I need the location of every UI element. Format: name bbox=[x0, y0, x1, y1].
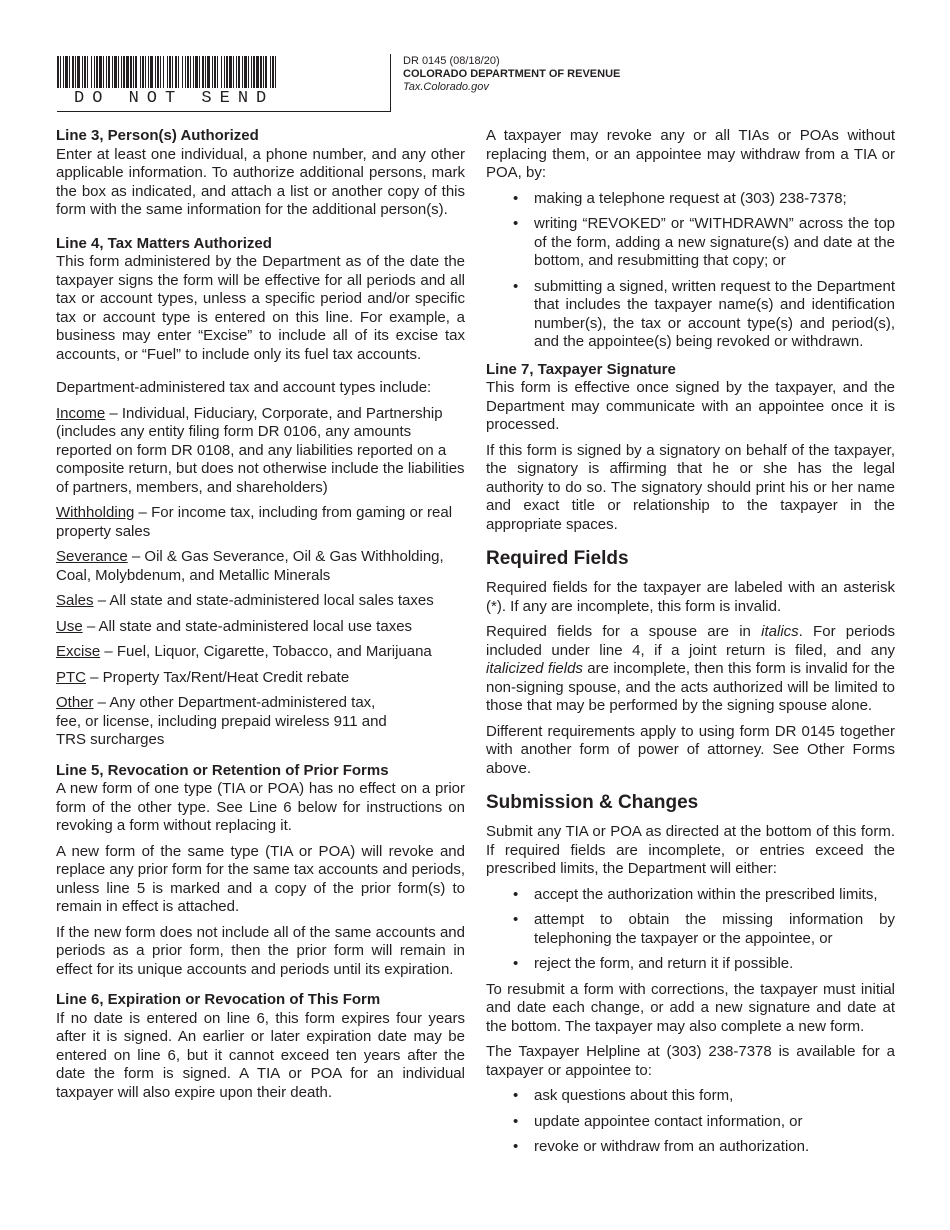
list-item: • reject the form, and return it if possible. bbox=[486, 955, 895, 974]
type-desc: – Individual, Fiduciary, Corporate, and Partnership (includes any entity filing form DR 0106, any amounts reported on form DR 0108, and any liabilities reported on a composite return, but does not otherwise include the liabilities of partners, members, and shareholders) bbox=[56, 404, 465, 496]
helpline-list bbox=[486, 1087, 895, 1157]
revoke-list bbox=[486, 190, 895, 352]
required-fields-heading: Required Fields bbox=[486, 548, 629, 569]
type-desc: – Fuel, Liquor, Cigarette, Tobacco, and Marijuana bbox=[100, 643, 432, 660]
type-other bbox=[56, 694, 391, 750]
line3-body: Enter at least one individual, a phone number, and any other applicable information. To authorize additional persons, mark the box as indicated, and attach a list or another copy of this form with the same information for the additional person(s). bbox=[56, 145, 465, 218]
type-desc: – All state and state-administered local use taxes bbox=[82, 617, 413, 635]
submission-p2: To resubmit a form with corrections, the taxpayer must initial and date each change, or add a new signature and date at the bottom. The taxpayer may also complete a new form. bbox=[486, 980, 895, 1035]
list-item: • accept the authorization within the prescribed limits, bbox=[486, 886, 895, 905]
text-segment-italic: italicized fields bbox=[486, 660, 583, 677]
list-item: • attempt to obtain the missing information by telephoning the taxpayer or the appointee, or bbox=[486, 911, 895, 948]
type-sales bbox=[56, 592, 465, 611]
type-term: Withholding bbox=[56, 504, 135, 521]
line5-heading: Line 5, Revocation or Retention of Prior Forms bbox=[56, 761, 389, 779]
type-desc: – Property Tax/Rent/Heat Credit rebate bbox=[86, 668, 350, 686]
line5-p3: If the new form does not include all of the same accounts and periods as a prior form, then the prior form will remain in effect for its unique accounts and periods until its expiration. bbox=[56, 923, 465, 978]
line6-heading: Line 6, Expiration or Revocation of This Form bbox=[56, 991, 381, 1008]
type-excise bbox=[56, 643, 465, 662]
form-id: DR 0145 (08/18/20) bbox=[403, 55, 500, 67]
type-severance bbox=[56, 548, 465, 585]
type-withholding bbox=[56, 504, 465, 541]
revoke-intro: A taxpayer may revoke any or all TIAs or POAs without replacing them, or an appointee may withdraw from a TIA or POA, by: bbox=[486, 127, 895, 181]
type-term: PTC bbox=[56, 668, 86, 686]
submission-p1: Submit any TIA or POA as directed at the bottom of this form. If required fields are incomplete, or entries exceed the prescribed limits, the Department will either: bbox=[486, 823, 895, 877]
submission-p3: The Taxpayer Helpline at (303) 238-7378 is available for a taxpayer or appointee to: bbox=[486, 1043, 895, 1079]
barcode bbox=[57, 56, 277, 88]
type-desc: – Any other Department-administered tax, fee, or license, including prepaid wireless 911 and TRS surcharges bbox=[56, 694, 387, 748]
type-desc: – Oil & Gas Severance, Oil & Gas Withholding, Coal, Molybdenum, and Metallic Minerals bbox=[56, 548, 444, 584]
line3-heading: Line 3, Person(s) Authorized bbox=[56, 127, 259, 144]
type-term: Other bbox=[56, 694, 94, 711]
required-p1: Required fields for the taxpayer are labeled with an asterisk (*). If any are incomplete, this form is invalid. bbox=[486, 579, 895, 615]
type-use bbox=[56, 618, 465, 637]
form-header bbox=[403, 55, 620, 94]
text-segment: are incomplete, then this form is invalid for the non-signing spouse, and the acts authorized will be limited to those that may be performed by the signing spouse alone. bbox=[486, 660, 895, 714]
right-column bbox=[486, 127, 895, 1164]
type-desc: – All state and state-administered local sales taxes bbox=[93, 592, 434, 609]
line4-heading: Line 4, Tax Matters Authorized bbox=[56, 234, 272, 252]
line7-p1: This form is effective once signed by the taxpayer, and the Department may communicate with an appointee once it is processed. bbox=[486, 379, 895, 433]
list-item: • making a telephone request at (303) 238-7378; bbox=[486, 190, 895, 209]
line7-heading: Line 7, Taxpayer Signature bbox=[486, 360, 676, 378]
line5-p2: A new form of the same type (TIA or POA) will revoke and replace any prior form for the same tax accounts and periods, unless line 5 is marked and a copy of the prior form(s) to remain in effect is attached. bbox=[56, 842, 465, 915]
website: Tax.Colorado.gov bbox=[403, 81, 489, 93]
text-segment-italic: italics bbox=[761, 623, 799, 640]
type-desc: – For income tax, including from gaming or real property sales bbox=[56, 504, 453, 540]
type-term: Income bbox=[56, 404, 106, 422]
submission-list bbox=[486, 886, 895, 974]
list-item: • revoke or withdraw from an authorization. bbox=[486, 1138, 895, 1157]
line7-p2: If this form is signed by a signatory on behalf of the taxpayer, the signatory is affirming that he or she has the legal authority to do so. The signatory should print his or her name and exact title or relationship to the taxpayer in the appropriate spaces. bbox=[486, 441, 895, 533]
line5-p1: A new form of one type (TIA or POA) has no effect on a prior form of the other type. See Line 6 below for instructions on revoking a form without replacing it. bbox=[56, 780, 465, 834]
list-item: • submitting a signed, written request to the Department that includes the taxpayer name(s) and identification number(s), the tax or account type(s) and period(s), and the appointee(s) being revoked or withdrawn. bbox=[486, 278, 895, 352]
header-divider bbox=[57, 111, 391, 112]
type-ptc bbox=[56, 669, 465, 688]
header-vertical-rule bbox=[390, 54, 391, 112]
required-p2 bbox=[486, 623, 895, 716]
text-segment: Required fields for a spouse are in bbox=[486, 623, 762, 640]
type-term: Sales bbox=[56, 592, 94, 609]
left-column bbox=[56, 127, 465, 1109]
type-income bbox=[56, 405, 465, 498]
list-item: • writing “REVOKED” or “WITHDRAWN” across the top of the form, adding a new signature(s) and date at the bottom, and resubmitting that copy; or bbox=[486, 215, 895, 271]
line6-body: If no date is entered on line 6, this form expires four years after it is signed. An earlier or later expiration date may be entered on line 6, but it cannot exceed ten years after the date the form is signed. A TIA or POA for an individual taxpayer will also expire upon their death. bbox=[56, 1009, 465, 1101]
submission-heading: Submission & Changes bbox=[486, 792, 699, 813]
list-item: • update appointee contact information, or bbox=[486, 1113, 895, 1132]
do-not-send-label: DO NOT SEND bbox=[74, 89, 275, 108]
type-term: Use bbox=[56, 617, 83, 635]
list-item: • ask questions about this form, bbox=[486, 1087, 895, 1106]
types-intro: Department-administered tax and account types include: bbox=[56, 379, 432, 396]
text-segment: . For periods included under line 4, if a joint return is filed, and any bbox=[486, 623, 895, 659]
type-term: Severance bbox=[56, 548, 128, 565]
required-p3: Different requirements apply to using form DR 0145 together with another form of power of attorney. See Other Forms above. bbox=[486, 722, 895, 777]
line4-body: This form administered by the Department as of the date the taxpayer signs the form will be effective for all periods and all tax or account types, unless a specific period and/or specific tax or account type is entered on this line. For example, a business may enter “Excise” to include all of its excise tax accounts, or “Fuel” to include only its fuel tax accounts. bbox=[56, 253, 465, 363]
type-term: Excise bbox=[56, 643, 101, 660]
department-name: COLORADO DEPARTMENT OF REVENUE bbox=[403, 68, 621, 80]
